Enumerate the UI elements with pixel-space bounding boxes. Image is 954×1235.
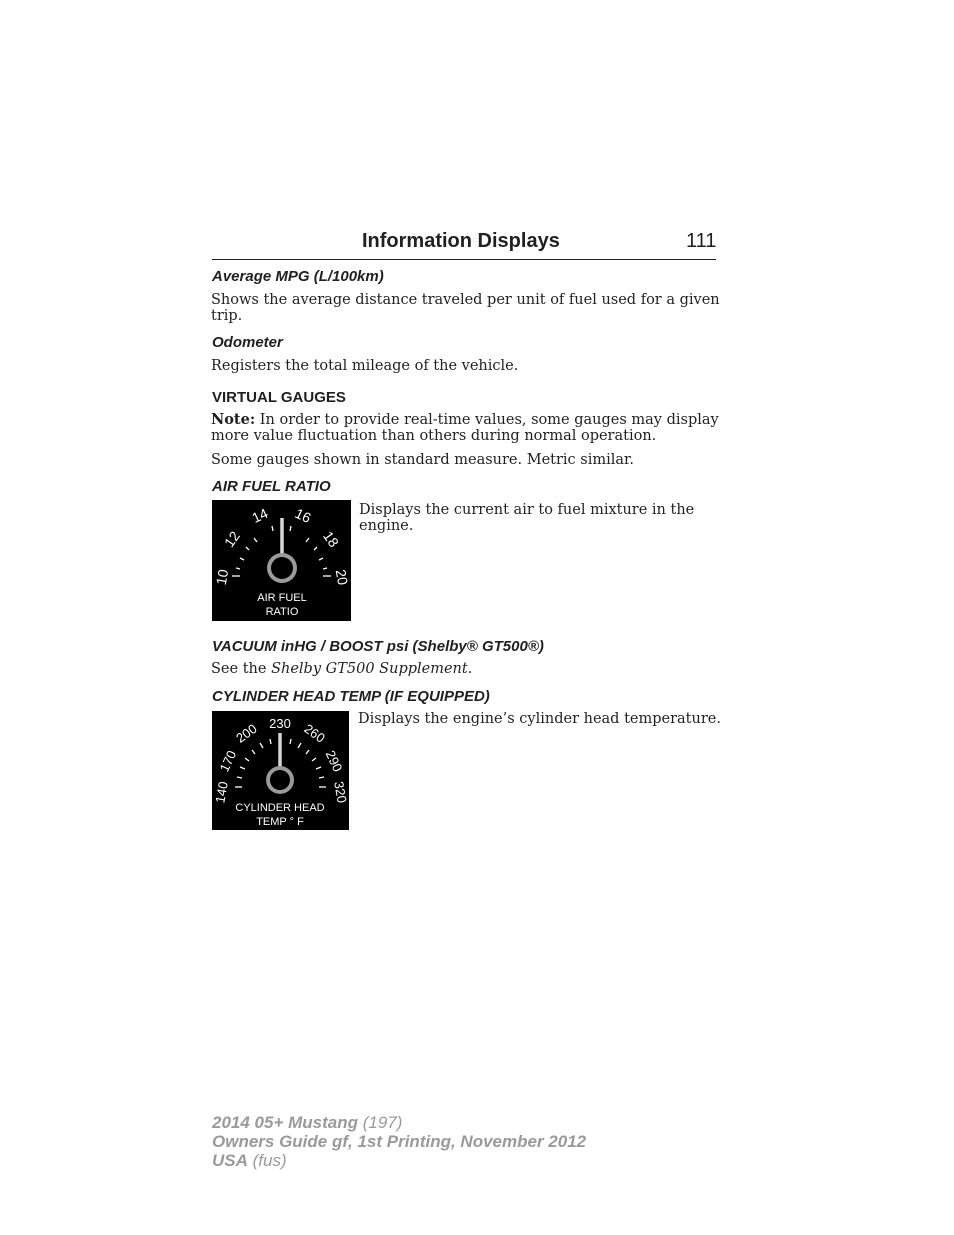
footer-line-3 (212, 1151, 586, 1170)
footer (212, 1113, 586, 1170)
air-fuel-heading: AIR FUEL RATIO (212, 478, 331, 495)
note-label: Note: (211, 411, 256, 428)
avg-mpg-text-2: trip. (211, 308, 243, 324)
air-fuel-tick: 20 (332, 568, 351, 587)
virtual-gauges-heading: VIRTUAL GAUGES (212, 389, 346, 406)
cyl-head-gauge (212, 711, 349, 830)
cyl-head-tick: 260 (301, 720, 328, 746)
air-fuel-text-1: Displays the current air to fuel mixture in the (359, 502, 695, 518)
cyl-head-gauge-svg (212, 711, 349, 830)
vacuum-text (211, 661, 472, 677)
vacuum-supplement-ref: Shelby GT500 Supplement (271, 661, 468, 677)
cyl-head-label-1: CYLINDER HEAD (235, 802, 325, 814)
footer-market: USA (212, 1151, 248, 1170)
air-fuel-gauge (212, 500, 351, 621)
vacuum-see-suffix: . (467, 661, 473, 677)
air-fuel-gauge-svg (212, 500, 351, 621)
air-fuel-label-1: AIR FUEL (257, 592, 307, 604)
avg-mpg-text-1: Shows the average distance traveled per unit of fuel used for a given (211, 292, 720, 308)
air-fuel-tick: 18 (320, 528, 343, 551)
air-fuel-text-2: engine. (359, 518, 414, 534)
page-number: 111 (686, 230, 717, 252)
header-rule (212, 259, 716, 260)
avg-mpg-heading: Average MPG (L/100km) (212, 268, 384, 285)
air-fuel-tick: 16 (292, 504, 314, 527)
note-text-1: In order to provide real-time values, some gauges may display (255, 412, 719, 428)
cyl-head-heading: CYLINDER HEAD TEMP (IF EQUIPPED) (212, 688, 490, 705)
cyl-head-label-2: TEMP ° F (256, 816, 304, 828)
vacuum-see-prefix: See the (211, 661, 272, 677)
odometer-heading: Odometer (212, 334, 283, 351)
air-fuel-tick: 14 (249, 504, 271, 527)
page-title: Information Displays (362, 230, 560, 252)
virtual-gauges-text: Some gauges shown in standard measure. Metric similar. (211, 452, 634, 468)
air-fuel-tick: 12 (220, 528, 243, 551)
vacuum-heading: VACUUM inHG / BOOST psi (Shelby® GT500®) (212, 638, 544, 655)
cyl-head-text: Displays the engine’s cylinder head temperature. (358, 711, 721, 727)
cyl-head-tick: 200 (233, 720, 260, 746)
note-line-1 (211, 412, 719, 428)
odometer-text: Registers the total mileage of the vehicle. (211, 358, 519, 374)
footer-guide: Owners Guide gf, 1st Printing, November 2012 (212, 1132, 587, 1151)
cyl-head-tick: 140 (212, 780, 231, 805)
note-text-2: more value fluctuation than others during normal operation. (211, 428, 657, 444)
footer-model-code: (197) (358, 1113, 403, 1132)
footer-market-code: (fus) (247, 1151, 287, 1170)
cyl-head-tick: 170 (216, 748, 240, 775)
footer-line-2 (212, 1132, 586, 1151)
cyl-head-tick: 230 (269, 716, 291, 731)
air-fuel-label-2: RATIO (265, 606, 299, 618)
footer-line-1 (212, 1113, 586, 1132)
air-fuel-tick: 10 (212, 568, 232, 587)
cyl-head-tick: 320 (331, 780, 349, 805)
footer-model: 2014 05+ Mustang (212, 1113, 358, 1132)
cyl-head-tick: 290 (322, 748, 346, 775)
